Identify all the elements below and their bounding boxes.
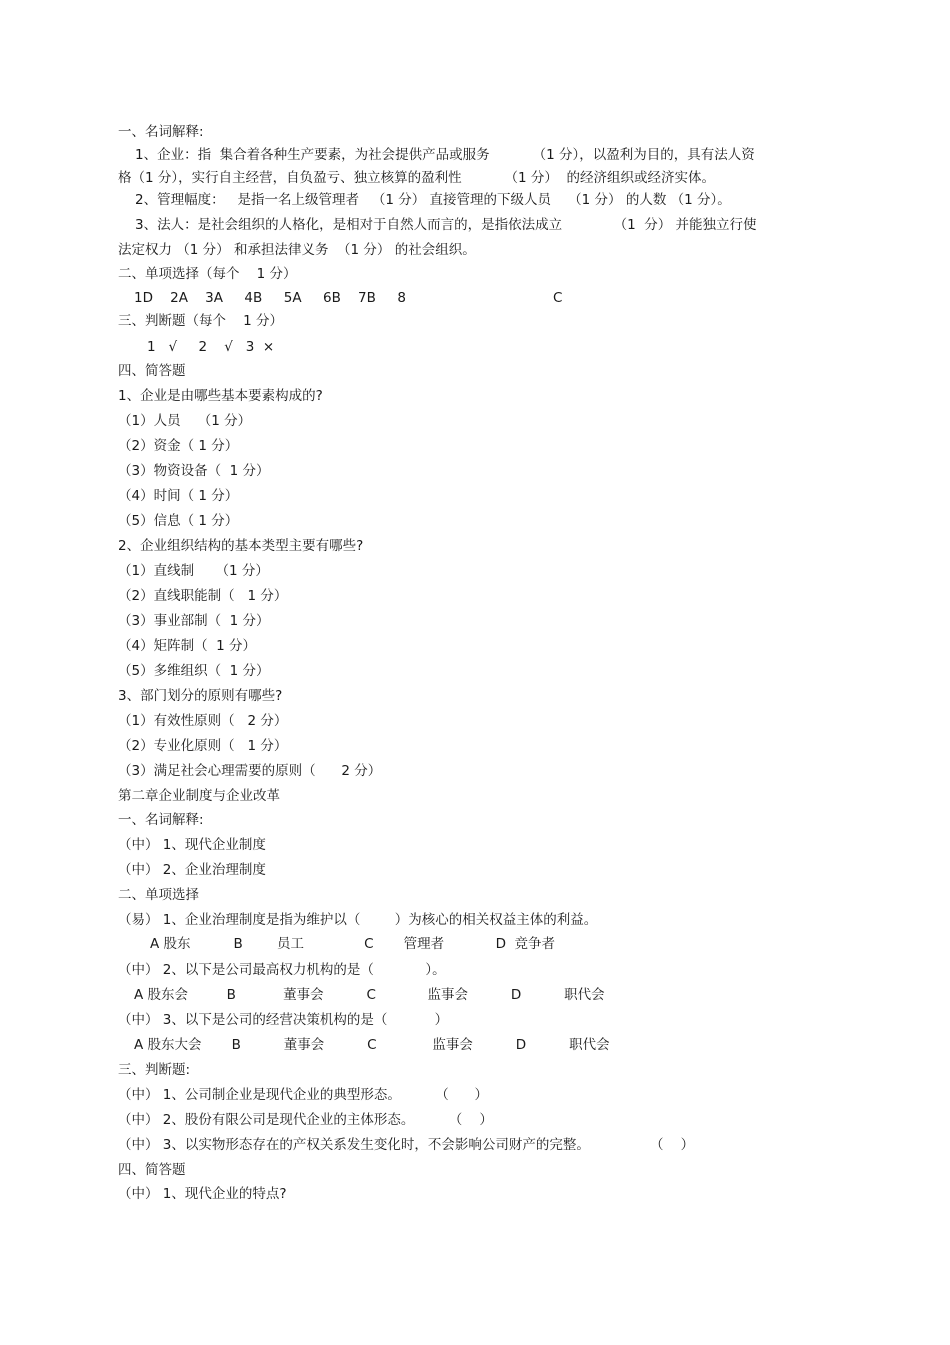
question-line: 3、部门划分的原则有哪些? (118, 688, 283, 704)
question-line: （中） 1、现代企业制度 (118, 837, 266, 853)
answer-line: （1）直线制 （1 分） (118, 563, 269, 579)
section-heading: 二、单项选择 (118, 887, 199, 903)
chapter-title: 第二章企业制度与企业改革 (118, 788, 280, 804)
section-heading: 一、名词解释: (118, 124, 204, 140)
question-line: （中） 2、以下是公司最高权力机构的是（ ）。 (118, 962, 446, 978)
answer-line: （1）有效性原则（ 2 分） (118, 713, 288, 729)
answer-line: （5）多维组织（ 1 分） (118, 663, 270, 679)
answer-line: 1 √ 2 √ 3 × (147, 339, 275, 355)
question-line: 2、企业组织结构的基本类型主要有哪些? (118, 538, 364, 554)
question-line: 1、企业是由哪些基本要素构成的? (118, 388, 323, 404)
question-line: （易） 1、企业治理制度是指为维护以（ ）为核心的相关权益主体的利益。 (118, 912, 598, 928)
options-line: A 股东会 B 董事会 C 监事会 D 职代会 (134, 987, 605, 1003)
text-line: 法定权力 （1 分） 和承担法律义务 （1 分） 的社会组织。 (118, 242, 476, 258)
answer-line: （2）专业化原则（ 1 分） (118, 738, 288, 754)
options-line: A 股东大会 B 董事会 C 监事会 D 职代会 (134, 1037, 610, 1053)
question-line: （中） 1、现代企业的特点? (118, 1186, 287, 1202)
text-line: 1、企业：指 集合着各种生产要素，为社会提供产品或服务 （1 分），以盈利为目的，具有法人资 (135, 147, 755, 163)
text-line: 格（1 分），实行自主经营，自负盈亏、独立核算的盈利性 （1 分） 的经济组织或经济实体。 (118, 170, 716, 186)
answer-line: （4）时间（ 1 分） (118, 488, 239, 504)
section-heading: 三、判断题（每个 1 分） (118, 313, 284, 329)
section-heading: 四、简答题 (118, 363, 186, 379)
text-line: 3、法人：是社会组织的人格化，是相对于自然人而言的，是指依法成立 （1 分） 并能独立行使 (135, 217, 757, 233)
answer-line: （1）人员 （1 分） (118, 413, 252, 429)
question-line: （中） 1、公司制企业是现代企业的典型形态。 （ ） (118, 1087, 488, 1103)
answer-line: （3）满足社会心理需要的原则（ 2 分） (118, 763, 382, 779)
text-line: 2、管理幅度： 是指一名上级管理者 （1 分） 直接管理的下级人员 （1 分） 的人数 （1 分）。 (135, 192, 731, 208)
answer-line: 1D 2A 3A 4B 5A 6B 7B 8 (134, 290, 406, 306)
answer-line: （2）直线职能制（ 1 分） (118, 588, 288, 604)
answer-line: （4）矩阵制（ 1 分） (118, 638, 257, 654)
question-line: （中） 3、以实物形态存在的产权关系发生变化时，不会影响公司财产的完整。 （ ） (118, 1137, 695, 1153)
question-line: （中） 3、以下是公司的经营决策机构的是（ ） (118, 1012, 449, 1028)
answer-line: （3）物资设备（ 1 分） (118, 463, 270, 479)
answer-line: （2）资金（ 1 分） (118, 438, 239, 454)
options-line: A 股东 B 员工 C 管理者 D 竞争者 (150, 936, 556, 952)
section-heading: 一、名词解释: (118, 812, 204, 828)
question-line: （中） 2、企业治理制度 (118, 862, 266, 878)
answer-line: （3）事业部制（ 1 分） (118, 613, 270, 629)
answer-line: C (553, 290, 563, 306)
section-heading: 四、简答题 (118, 1162, 186, 1178)
answer-line: （5）信息（ 1 分） (118, 513, 239, 529)
section-heading: 二、单项选择（每个 1 分） (118, 266, 297, 282)
section-heading: 三、判断题: (118, 1062, 191, 1078)
question-line: （中） 2、股份有限公司是现代企业的主体形态。 （ ） (118, 1112, 493, 1128)
